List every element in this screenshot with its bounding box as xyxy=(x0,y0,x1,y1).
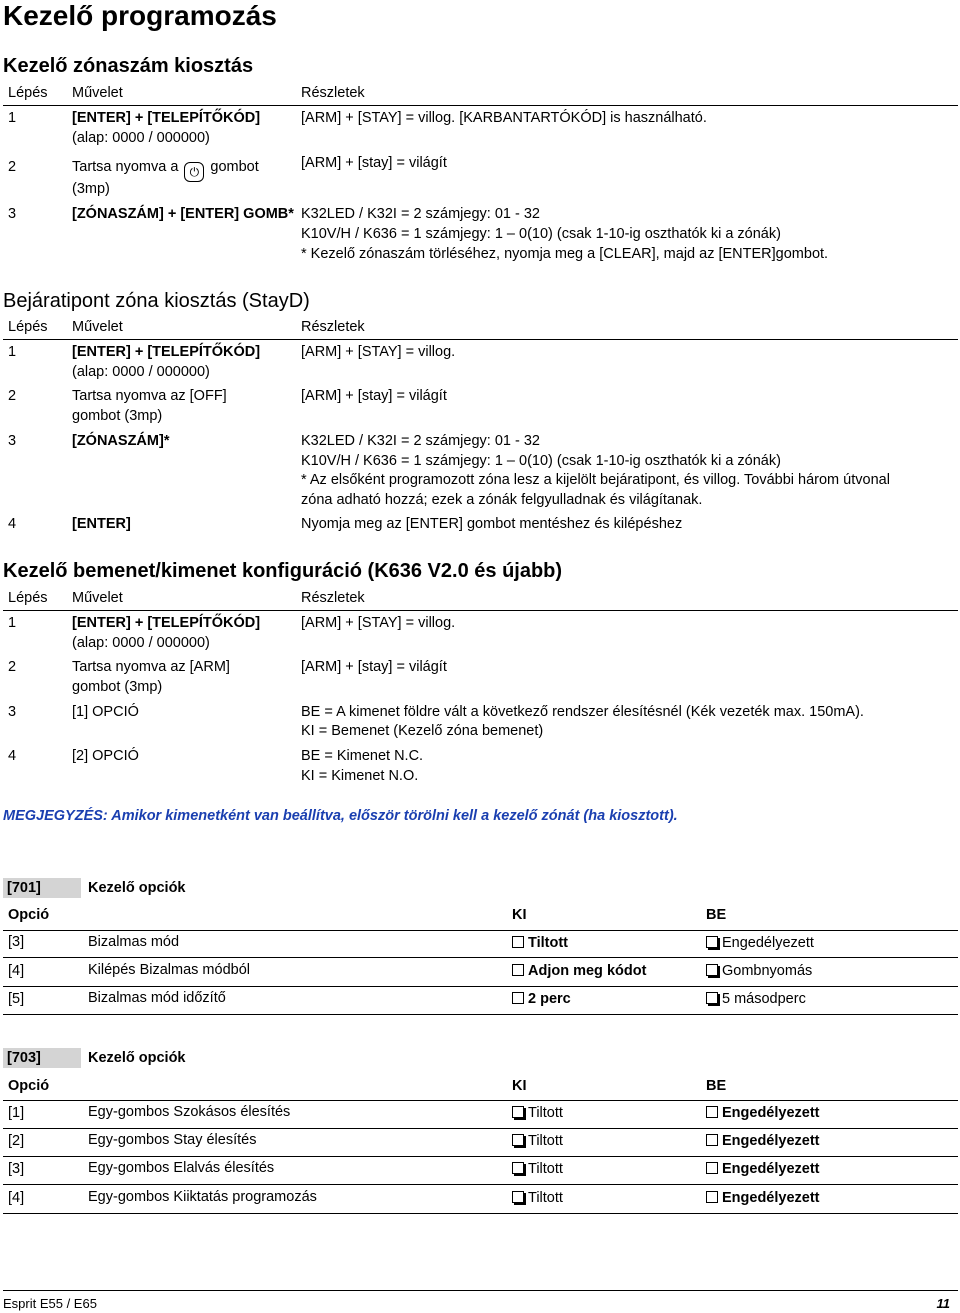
step-number: 1 xyxy=(8,344,17,360)
col-step: Lépés xyxy=(8,319,48,335)
detail-text: [ARM] + [STAY] = villog. xyxy=(301,344,456,360)
option-off[interactable] xyxy=(512,1161,563,1177)
step-number: 3 xyxy=(8,433,17,449)
detail-text: [ARM] + [STAY] = villog. [KARBANTARTÓKÓD] is használható. xyxy=(301,110,707,126)
divider xyxy=(3,339,958,340)
col-details: Részletek xyxy=(301,319,365,335)
checkbox-icon xyxy=(706,964,718,976)
option-off-label: Tiltott xyxy=(528,1161,563,1177)
footer-divider xyxy=(3,1290,958,1291)
action-text: gombot (3mp) xyxy=(72,408,163,424)
option-off-label: Tiltott xyxy=(528,1190,563,1206)
divider xyxy=(3,1184,958,1185)
col-step: Lépés xyxy=(8,85,48,101)
action-text: [ZÓNASZÁM]* xyxy=(72,433,170,449)
option-code: [3] xyxy=(8,1161,25,1177)
option-code: [4] xyxy=(8,963,25,979)
step-number: 2 xyxy=(8,159,17,175)
option-on[interactable] xyxy=(706,935,814,951)
option-on-label: Engedélyezett xyxy=(722,935,814,951)
section-heading: Kezelő bemenet/kimenet konfiguráció (K636 V2.0 és újabb) xyxy=(3,560,563,582)
section-code: [703] xyxy=(3,1048,81,1068)
page-title: Kezelő programozás xyxy=(3,0,277,31)
divider xyxy=(3,1014,958,1015)
option-off[interactable] xyxy=(512,1190,563,1206)
col-action: Művelet xyxy=(72,590,123,606)
step-number: 4 xyxy=(8,748,17,764)
checkbox-icon xyxy=(512,1191,524,1203)
detail-text: KI = Kimenet N.O. xyxy=(301,768,419,784)
option-label: Egy-gombos Szokásos élesítés xyxy=(88,1104,291,1120)
detail-text: [ARM] + [stay] = világít xyxy=(301,155,447,171)
option-on[interactable] xyxy=(706,1161,820,1177)
power-icon: ⏻ xyxy=(184,162,204,182)
option-off-label: 2 perc xyxy=(528,991,571,1007)
action-text: gombot (3mp) xyxy=(72,679,163,695)
col-action: Művelet xyxy=(72,85,123,101)
section-heading: Kezelő zónaszám kiosztás xyxy=(3,55,254,77)
detail-text: K10V/H / K636 = 1 számjegy: 1 – 0(10) (csak 1-10-ig oszthatók ki a zónák) xyxy=(301,226,781,242)
action-text-a: Tartsa nyomva a xyxy=(72,159,179,175)
checkbox-icon xyxy=(706,1106,718,1118)
option-off[interactable] xyxy=(512,935,568,951)
detail-text: * Az elsőként programozott zóna lesz a kijelölt bejáratipont, és villog. További három útvonal xyxy=(301,472,890,488)
option-on-label: 5 másodperc xyxy=(722,991,806,1007)
col-action: Művelet xyxy=(72,319,123,335)
detail-text: * Kezelő zónaszám törléséhez, nyomja meg a [CLEAR], majd az [ENTER]gombot. xyxy=(301,246,829,262)
option-label: Egy-gombos Elalvás élesítés xyxy=(88,1160,275,1176)
option-label: Egy-gombos Kiiktatás programozás xyxy=(88,1189,317,1205)
step-number: 1 xyxy=(8,110,17,126)
checkbox-icon xyxy=(512,992,524,1004)
detail-text: K32LED / K32I = 2 számjegy: 01 - 32 xyxy=(301,433,540,449)
divider xyxy=(3,1128,958,1129)
option-on-label: Gombnyomás xyxy=(722,963,813,979)
col-option: Opció xyxy=(8,1078,50,1094)
option-off[interactable] xyxy=(512,1105,563,1121)
table-title: Kezelő opciók xyxy=(88,1050,186,1066)
detail-text: Nyomja meg az [ENTER] gombot mentéshez és kilépéshez xyxy=(301,516,683,532)
page-number: 11 xyxy=(936,1296,950,1311)
option-label: Bizalmas mód xyxy=(88,934,180,950)
detail-text: KI = Bemenet (Kezelő zóna bemenet) xyxy=(301,723,544,739)
step-number: 2 xyxy=(8,388,17,404)
option-off-label: Adjon meg kódot xyxy=(528,963,647,979)
table-title: Kezelő opciók xyxy=(88,880,186,896)
divider xyxy=(3,1100,958,1101)
col-details: Részletek xyxy=(301,590,365,606)
option-on-label: Engedélyezett xyxy=(722,1105,820,1121)
option-code: [5] xyxy=(8,991,25,1007)
option-off-label: Tiltott xyxy=(528,935,568,951)
option-code: [4] xyxy=(8,1190,25,1206)
step-number: 3 xyxy=(8,704,17,720)
option-on-label: Engedélyezett xyxy=(722,1190,820,1206)
section-heading: Bejáratipont zóna kiosztás (StayD) xyxy=(3,290,310,312)
option-on[interactable] xyxy=(706,991,806,1007)
option-off-label: Tiltott xyxy=(528,1105,563,1121)
divider xyxy=(3,1213,958,1214)
checkbox-icon xyxy=(706,936,718,948)
checkbox-icon xyxy=(706,1134,718,1146)
col-on: BE xyxy=(706,1078,727,1094)
note-text: MEGJEGYZÉS: Amikor kimenetként van beállítva, először törölni kell a kezelő zónát (ha kiosztott). xyxy=(3,808,678,824)
divider xyxy=(3,986,958,987)
option-on[interactable] xyxy=(706,1105,820,1121)
option-off-label: Tiltott xyxy=(528,1133,563,1149)
action-text: Tartsa nyomva az [OFF] xyxy=(72,388,227,404)
col-details: Részletek xyxy=(301,85,365,101)
col-option: Opció xyxy=(8,907,50,923)
option-off[interactable] xyxy=(512,991,571,1007)
step-number: 3 xyxy=(8,206,17,222)
option-on[interactable] xyxy=(706,963,812,979)
footer-product: Esprit E55 / E65 xyxy=(3,1296,97,1311)
action-text: [ENTER] + [TELEPÍTŐKÓD] xyxy=(72,110,261,126)
detail-text: [ARM] + [stay] = világít xyxy=(301,659,447,675)
checkbox-icon xyxy=(512,1134,524,1146)
detail-text: zóna adható hozzá; ezek a zónák felgyulladnak és világítanak. xyxy=(301,492,703,508)
checkbox-icon xyxy=(512,936,524,948)
option-label: Kilépés Bizalmas módból xyxy=(88,962,250,978)
action-text-b: gombot xyxy=(210,159,259,175)
divider xyxy=(3,105,958,106)
detail-text: K32LED / K32I = 2 számjegy: 01 - 32 xyxy=(301,206,540,222)
action-text: [ENTER] xyxy=(72,516,131,532)
col-off: KI xyxy=(512,907,527,923)
checkbox-icon xyxy=(706,992,718,1004)
checkbox-icon xyxy=(706,1162,718,1174)
col-step: Lépés xyxy=(8,590,48,606)
col-off: KI xyxy=(512,1078,527,1094)
action-text: (alap: 0000 / 000000) xyxy=(72,130,210,146)
option-code: [2] xyxy=(8,1133,25,1149)
checkbox-icon xyxy=(706,1191,718,1203)
detail-text: BE = A kimenet földre vált a következő rendszer élesítésnél (Kék vezeték max. 150mA). xyxy=(301,704,864,720)
step-number: 1 xyxy=(8,615,17,631)
option-off[interactable] xyxy=(512,963,646,979)
divider xyxy=(3,1156,958,1157)
detail-text: BE = Kimenet N.C. xyxy=(301,748,424,764)
option-label: Bizalmas mód időzítő xyxy=(88,990,226,1006)
detail-text: K10V/H / K636 = 1 számjegy: 1 – 0(10) (csak 1-10-ig oszthatók ki a zónák) xyxy=(301,453,781,469)
section-code: [701] xyxy=(3,878,81,898)
option-on[interactable] xyxy=(706,1190,820,1206)
action-text: [ENTER] + [TELEPÍTŐKÓD] xyxy=(72,615,261,631)
step-number: 2 xyxy=(8,659,17,675)
divider xyxy=(3,610,958,611)
action-text: Tartsa nyomva az [ARM] xyxy=(72,659,230,675)
checkbox-icon xyxy=(512,964,524,976)
step-number: 4 xyxy=(8,516,17,532)
action-text: (alap: 0000 / 000000) xyxy=(72,635,210,651)
action-text: (3mp) xyxy=(72,181,110,197)
col-on: BE xyxy=(706,907,727,923)
option-on-label: Engedélyezett xyxy=(722,1161,820,1177)
option-label: Egy-gombos Stay élesítés xyxy=(88,1132,257,1148)
action-text: [2] OPCIÓ xyxy=(72,748,139,764)
divider xyxy=(3,930,958,931)
checkbox-icon xyxy=(512,1106,524,1118)
option-on-label: Engedélyezett xyxy=(722,1133,820,1149)
detail-text: [ARM] + [STAY] = villog. xyxy=(301,615,456,631)
detail-text: [ARM] + [stay] = világít xyxy=(301,388,447,404)
divider xyxy=(3,957,958,958)
checkbox-icon xyxy=(512,1162,524,1174)
action-text: (alap: 0000 / 000000) xyxy=(72,364,210,380)
action-text: [1] OPCIÓ xyxy=(72,704,139,720)
action-text: [ZÓNASZÁM] + [ENTER] GOMB* xyxy=(72,206,294,222)
option-code: [3] xyxy=(8,934,25,950)
option-off[interactable] xyxy=(512,1133,563,1149)
action-text: [ENTER] + [TELEPÍTŐKÓD] xyxy=(72,344,261,360)
option-on[interactable] xyxy=(706,1133,820,1149)
option-code: [1] xyxy=(8,1105,25,1121)
